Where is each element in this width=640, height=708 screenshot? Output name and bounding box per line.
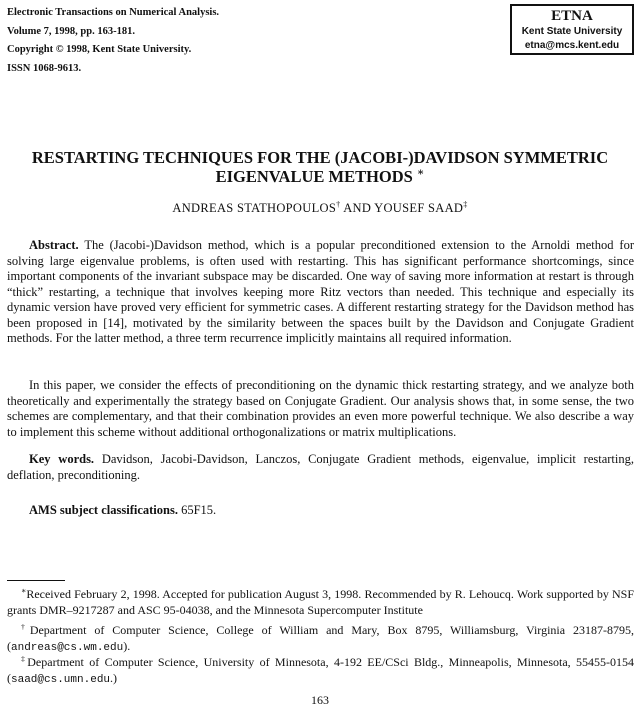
journal-header bbox=[7, 4, 219, 78]
paper-title bbox=[0, 148, 640, 186]
footnote-received bbox=[7, 587, 634, 618]
abstract-paragraph-2: In this paper, we consider the effects of preconditioning on the dynamic thick restarting strategy, and we analyze both theoretically and experimentally the strategy based on Conjugate Gradient. Our analysis shows that, in some sense, the two schemes are complementary, and that their combination provides an even more powerful technique. We also describe a way to implement this scheme without additional orthogonalizations or matrix multiplications. bbox=[7, 378, 634, 439]
abstract-label: Abstract. bbox=[29, 238, 79, 252]
footnote2-mark: † bbox=[21, 622, 30, 631]
footnote2-end: ). bbox=[123, 638, 131, 653]
journal-volume: Volume 7, 1998, pp. 163-181. bbox=[7, 25, 135, 37]
ams-label: AMS subject classifications. bbox=[29, 503, 178, 517]
abstract-text: The (Jacobi-)Davidson method, which is a popular preconditioned extension to the Arnoldi method for solving large eigenvalue problems, is often used with restarting. This has significant performance shortcomings, since important components of the invariant subspace may be discarded. One way of saving more information at restart is through “thick” restarting, a technique that involves keeping more Ritz vectors than needed. This technique and especially its dynamic version have proved very efficient for symmetric cases. A different restarting strategy for the Davidson method has been proposed in [14], motivated by the similarity between the spaces built by the Davidson and Conjugate Gradient methods. For the latter method, a three term recurrence implicitly maintains all required information. bbox=[7, 238, 634, 345]
paper-title-line2-text: EIGENVALUE METHODS bbox=[215, 167, 413, 186]
footnote2-text: Department of Computer Science, College of William and Mary, Box 8795, Williamsburg, Virginia 23187-8795, ( bbox=[7, 623, 634, 653]
footnote-saad-affiliation bbox=[7, 655, 634, 688]
paper-title-line2 bbox=[0, 167, 640, 186]
keywords-text: Davidson, Jacobi-Davidson, Lanczos, Conjugate Gradient methods, eigenvalue, implicit restarting, deflation, preconditioning. bbox=[7, 452, 635, 482]
footnote2-email: andreas@cs.wm.edu bbox=[11, 641, 124, 654]
author-list bbox=[0, 201, 640, 216]
author2-footnote-mark: ‡ bbox=[463, 199, 468, 209]
etna-university: Kent State University bbox=[521, 26, 623, 37]
etna-logo-box bbox=[510, 4, 634, 55]
footnote3-text: Department of Computer Science, University of Minnesota, 4-192 EE/CSci Bldg., Minneapolis, Minnesota, 55455-0154 ( bbox=[7, 655, 634, 685]
ams-text: 65F15. bbox=[181, 503, 217, 517]
abstract-paragraph bbox=[7, 238, 634, 347]
footnote3-end: .) bbox=[110, 670, 118, 685]
title-footnote-mark: ∗ bbox=[417, 166, 425, 179]
page-number: 163 bbox=[311, 693, 329, 707]
author1-footnote-mark: † bbox=[336, 199, 341, 209]
author-conjunction: AND bbox=[343, 201, 372, 215]
footnote3-email: saad@cs.umn.edu bbox=[11, 673, 111, 686]
etna-title: ETNA bbox=[551, 8, 593, 24]
footnote3-mark: ‡ bbox=[21, 654, 28, 663]
ams-paragraph bbox=[7, 503, 634, 519]
footnote-stathopoulos-affiliation bbox=[7, 623, 634, 656]
journal-issn: ISSN 1068-9613. bbox=[7, 62, 82, 74]
keywords-paragraph bbox=[7, 452, 634, 483]
journal-name: Electronic Transactions on Numerical Analysis. bbox=[7, 7, 220, 18]
author-stathopoulos: ANDREAS STATHOPOULOS bbox=[172, 201, 337, 215]
footnote1-mark: ∗ bbox=[21, 586, 27, 595]
keywords-label: Key words. bbox=[29, 452, 95, 466]
footnote1-text: Received February 2, 1998. Accepted for publication August 3, 1998. Recommended by R. Lehoucq. Work supported by NSF grants DMR–9217287 and ASC 95-04038, and the Minnesota Supercomputer Institute bbox=[7, 587, 634, 617]
journal-copyright: Copyright © 1998, Kent State University. bbox=[7, 44, 192, 55]
etna-email: etna@mcs.kent.edu bbox=[524, 40, 620, 51]
paper-title-line1: RESTARTING TECHNIQUES FOR THE (JACOBI-)DAVIDSON SYMMETRIC bbox=[31, 148, 609, 167]
footnote-divider bbox=[7, 580, 65, 581]
author-saad: YOUSEF SAAD bbox=[374, 201, 464, 215]
